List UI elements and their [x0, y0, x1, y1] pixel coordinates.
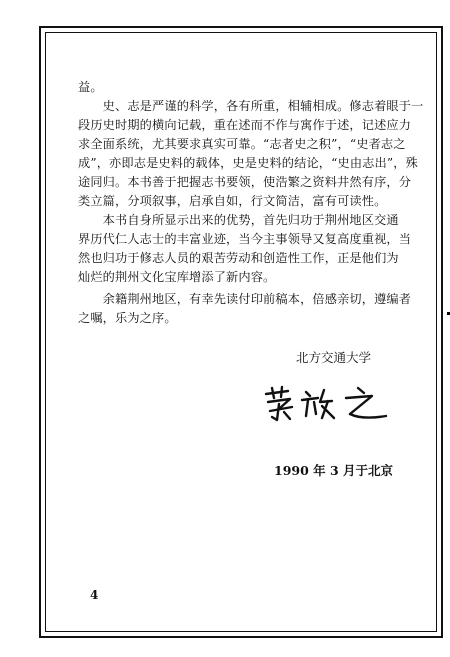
handwritten-signature — [262, 384, 392, 424]
text-line-13: 之嘱，乐为之序。 — [78, 311, 177, 325]
text-line-5: 成”，亦即志是史料的载体，史是史料的结论，“史由志出”，殊 — [78, 156, 418, 170]
text-line-8: 本书自身所显示出来的优势，首先归功于荆州地区交通 — [78, 213, 399, 227]
text-line-7: 类立篇，分项叙事，启承自如，行文简洁，富有可读性。 — [78, 194, 387, 208]
text-line-12: 余籍荆州地区，有幸先读付印前稿本，倍感亲切，遵编者 — [78, 292, 412, 306]
date-line: 1990 年 3 月于北京 — [274, 463, 394, 478]
text-line-11: 灿烂的荆州文化宝库增添了新内容。 — [78, 270, 276, 284]
page-number: 4 — [90, 588, 99, 602]
text-line-4: 求全面系统，尤其要求真实可靠。“志者史之积”，“史者志之 — [78, 137, 406, 151]
text-line-10: 然也归功于修志人员的艰苦劳动和创造性工作，正是他们为 — [78, 251, 399, 265]
text-line-2: 史、志是严谨的科学，各有所重，相辅相成。修志着眼于一 — [78, 99, 424, 113]
text-line-1: 益。 — [78, 80, 103, 94]
text-line-6: 途同归。本书善于把握志书要领，使浩繁之资料井然有序，分 — [78, 175, 412, 189]
text-line-3: 段历史时期的横向记载，重在述而不作与寓作于述，记述应力 — [78, 118, 412, 132]
institution-name: 北方交通大学 — [296, 350, 372, 365]
text-line-9: 界历代仁人志士的丰富业迹，当今主事领导又复高度重视，当 — [78, 232, 412, 246]
